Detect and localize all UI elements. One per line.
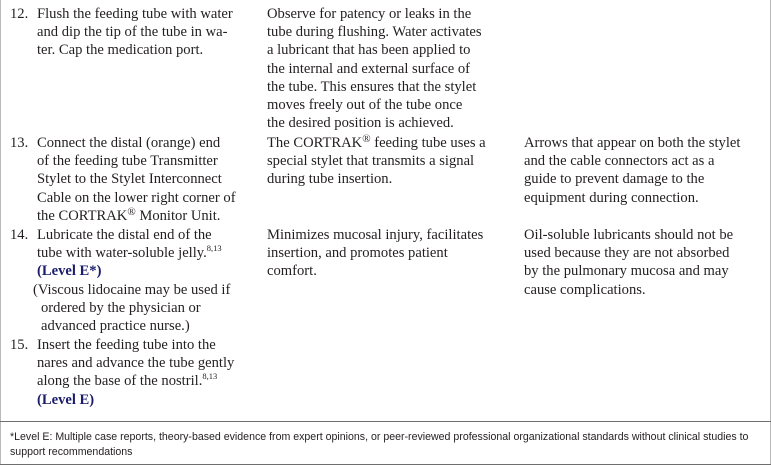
rationale-text: Observe for patency or leaks in the tube during flushing. Water activates a lubricant that has been applied to the internal and external surface of the tube. This ensures that the stylet moves freely out of the tube once the desired position is achieved. bbox=[267, 6, 482, 132]
footnote-divider bbox=[0, 421, 771, 422]
subnote-text: (Viscous lidocaine may be used if ordered by the physician or advanced practice nurse.) bbox=[33, 282, 231, 335]
rationale-text: Minimizes mucosal injury, facilitates insertion, and promotes patient comfort. bbox=[267, 227, 484, 280]
evidence-level: (Level E) bbox=[37, 391, 95, 408]
step-text: Connect the distal (orange) end of the feeding tube Transmitter Stylet to the Stylet Interconnect Cable on the lower right corner of the CORTRAK® Monitor Unit. bbox=[37, 135, 236, 224]
reference-superscript: 8,13 bbox=[206, 243, 222, 254]
evidence-level: (Level E*) bbox=[37, 263, 102, 280]
notes-text: Arrows that appear on both the stylet and the cable connectors act as a guide to prevent damage to the equipment during connection. bbox=[524, 135, 741, 206]
registered-mark: ® bbox=[362, 133, 371, 145]
reference-superscript: 8,13 bbox=[202, 371, 218, 382]
registered-mark: ® bbox=[127, 205, 136, 218]
step-number: 15. bbox=[10, 337, 29, 353]
step-text: Lubricate the distal end of the tube with water-soluble jelly.$^{8,13}$ (Level E*) bbox=[37, 226, 262, 281]
notes-text: Oil-soluble lubricants should not be used because they are not absorbed by the pulmonary mucosa and may cause complications. bbox=[524, 227, 734, 298]
footnote: *Level E: Multiple case reports, theory-based evidence from expert opinions, or peer-reviewed professional organizational standards without clinical studies to support recommendations bbox=[10, 431, 749, 458]
step-number: 12. bbox=[10, 6, 29, 22]
rationale-text: The CORTRAK® feeding tube uses a special stylet that transmits a signal during tube insertion. bbox=[267, 133, 486, 188]
step-number: 14. bbox=[10, 227, 29, 243]
table-bottom-rule bbox=[0, 464, 771, 465]
step-text: Insert the feeding tube into the nares and advance the tube gently along the base of the nostril.$^{8,13}$ (Level E) bbox=[37, 336, 262, 409]
step-text: Flush the feeding tube with water and dip the tip of the tube in wa- ter. Cap the medication port. bbox=[37, 6, 233, 59]
step-number: 13. bbox=[10, 135, 29, 151]
